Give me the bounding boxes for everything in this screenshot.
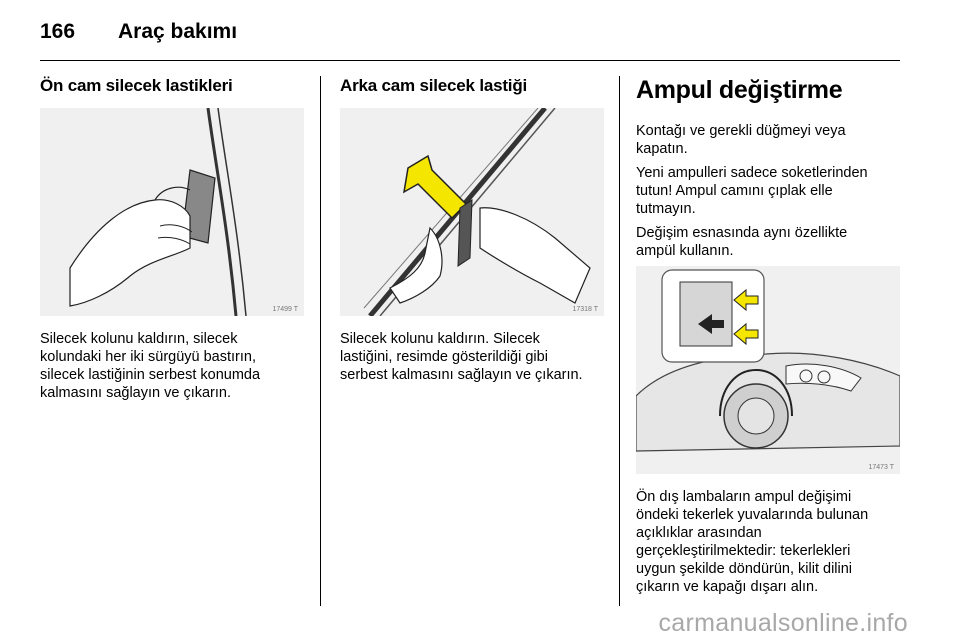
bulb-line: Kontağı ve gerekli düğmeyi veya (636, 123, 846, 139)
page-number: 166 (40, 20, 76, 43)
bulb-line: gerçekleştirilmektedir: tekerlekleri (636, 543, 851, 559)
bulb-intro-text (636, 122, 906, 260)
bulb-line: tutun! Ampul camını çıplak elle (636, 183, 833, 199)
figure-code: 17473 T (868, 464, 894, 471)
front-wiper-line: kalmasını sağlayın ve çıkarın. (40, 385, 231, 401)
bulb-line: tutmayın. (636, 201, 696, 217)
bulb-line: öndeki tekerlek yuvalarında bulunan (636, 507, 869, 523)
bulb-line: ampül kullanın. (636, 243, 734, 259)
yellow-arrow-icon (404, 156, 466, 218)
figure-code: 17499 T (272, 306, 298, 313)
rear-wiper-line: lastiğini, resimde gösterildiği gibi (340, 349, 548, 365)
column-bulb-replacement (636, 76, 906, 105)
rear-wiper-line: serbest kalmasını sağlayın ve çıkarın. (340, 367, 583, 383)
section-title-bulb: Ampul değiştirme (636, 76, 843, 104)
figure-rear-wiper (340, 108, 604, 316)
bulb-line: açıklıklar arasından (636, 525, 762, 541)
bulb-line: Değişim esnasında aynı özellikte (636, 225, 848, 241)
rear-wiper-illustration (340, 108, 604, 316)
page-header (40, 14, 237, 50)
column-divider-1 (320, 76, 321, 606)
bulb-line: uygun şekilde döndürün, kilit dilini (636, 561, 853, 577)
column-front-wiper (40, 76, 310, 96)
bulb-line: Ön dış lambaların ampul değişimi (636, 489, 852, 505)
bulb-line: kapatın. (636, 141, 688, 157)
front-wiper-text (40, 330, 315, 402)
rear-wiper-text (340, 330, 615, 384)
front-wiper-illustration (40, 108, 304, 316)
column-divider-2 (619, 76, 620, 606)
front-wiper-line: silecek lastiğinin serbest konumda (40, 367, 261, 383)
figure-front-wiper (40, 108, 304, 316)
bulb-line: Yeni ampulleri sadece soketlerinden (636, 165, 868, 181)
front-wiper-line: Silecek kolunu kaldırın, silecek (40, 331, 238, 347)
header-rule (40, 60, 900, 61)
section-title-front-wiper: Ön cam silecek lastikleri (40, 76, 233, 95)
bulb-line: çıkarın ve kapağı dışarı alın. (636, 579, 819, 595)
rear-wiper-line: Silecek kolunu kaldırın. Silecek (340, 331, 540, 347)
watermark: carmanualsonline.info (658, 609, 908, 637)
figure-code: 17318 T (572, 306, 598, 313)
chapter-title: Araç bakımı (118, 20, 238, 43)
figure-bulb-replacement (636, 266, 900, 474)
section-title-rear-wiper: Arka cam silecek lastiği (340, 76, 528, 95)
car-headlight-illustration (636, 266, 900, 474)
front-wiper-line: kolundaki her iki sürgüyü bastırın, (40, 349, 256, 365)
column-rear-wiper (340, 76, 610, 96)
bulb-procedure-text (636, 488, 906, 596)
